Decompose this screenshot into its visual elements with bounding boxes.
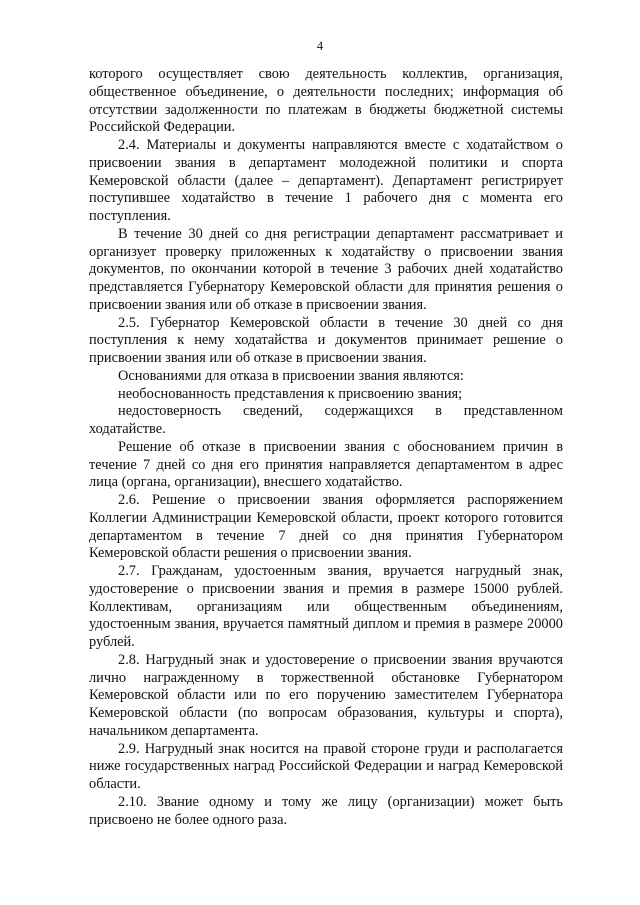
paragraph-2-7: 2.7. Гражданам, удостоенным звания, вручается нагрудный знак, удостоверение о присвоении звания и премия в размере 15000 рублей. Коллективам, организациям или общественным объединениям, удостоенным звания, вручается памятный диплом и премия в размере 20000 рублей. xyxy=(89,563,563,650)
paragraph-2-4: 2.4. Материалы и документы направляются вместе с ходатайством о присвоении звания в департамент молодежной политики и спорта Кемеровской области (далее – департамент). Департамент регистрирует поступившее ходатайство в течение 1 рабочего дня с момента его поступления. xyxy=(89,137,563,224)
paragraph-2-8: 2.8. Нагрудный знак и удостоверение о присвоении звания вручаются лично награжденному в торжественной обстановке Губернатором Кемеровской области или по его поручению заместителем Губернатора Кемеровской области (по вопросам образования, культуры и спорта), начальником департамента. xyxy=(89,651,563,739)
paragraph-2-9: 2.9. Нагрудный знак носится на правой стороне груди и располагается ниже государственных наград Российской Федерации и наград Кемеровской области. xyxy=(89,740,563,792)
paragraph-2-10: 2.10. Звание одному и тому же лицу (организации) может быть присвоено не более одного раза. xyxy=(89,793,563,828)
paragraph-continuation: которого осуществляет свою деятельность коллектив, организация, общественное объединение, о деятельности последних; информация об отсутствии задолженности по платежам в бюджеты бюджетной системы Российской Федерации. xyxy=(89,66,563,136)
paragraph-2-5: 2.5. Губернатор Кемеровской области в течение 30 дней со дня поступления к нему ходатайства и документов принимает решение о присвоении звания или об отказе в присвоении звания. xyxy=(89,314,563,366)
paragraph-refusal-ground-2: недостоверность сведений, содержащихся в представленном ходатайстве. xyxy=(89,403,563,437)
paragraph-2-6: 2.6. Решение о присвоении звания оформляется распоряжением Коллегии Администрации Кемеровской области, проект которого готовится департаментом в течение 7 дней со дня принятия Губернатором Кемеровской области решения о присвоении звания. xyxy=(89,492,563,562)
paragraph-refusal-decision: Решение об отказе в присвоении звания с обоснованием причин в течение 7 дней со дня его принятия направляется департаментом в адрес лица (органа, организации), внесшего ходатайство. xyxy=(89,438,563,491)
paragraph-refusal-ground-1: необоснованность представления к присвоению звания; xyxy=(118,385,463,402)
paragraph-review-period: В течение 30 дней со дня регистрации департамент рассматривает и организует проверку приложенных к ходатайству о присвоении звания документов, по окончании которой в течение 3 рабочих дней ходатайство представляется Губернатору Кемеровской области для принятия решения о присвоении звания или об отказе в присвоении звания. xyxy=(89,225,563,313)
page-number: 4 xyxy=(316,39,324,53)
paragraph-refusal-grounds: Основаниями для отказа в присвоении звания являются: xyxy=(118,367,464,384)
document-body xyxy=(89,66,563,829)
